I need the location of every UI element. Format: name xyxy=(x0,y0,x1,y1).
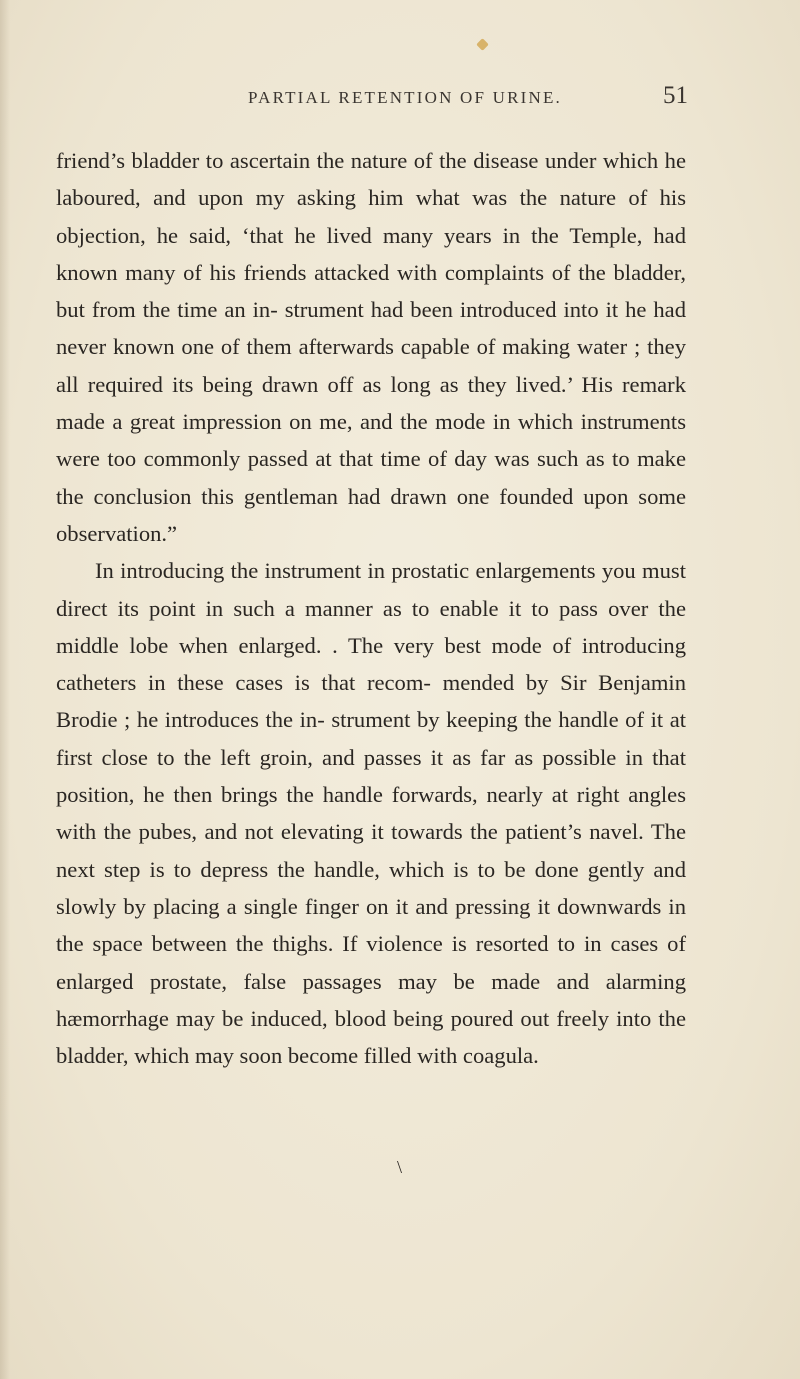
page-edge-shadow xyxy=(0,0,10,1379)
printer-ornament xyxy=(476,38,489,51)
running-title: PARTIAL RETENTION OF URINE. xyxy=(248,88,563,107)
body-text xyxy=(56,142,686,1074)
paragraph: friend’s bladder to ascertain the nature of the disease under which he laboured, and upon my asking him what was the nature of his objection, he said, ‘that he lived many years in the Temple, had known many of his friends attacked with complaints of the bladder, but from the time an in- strument had been introduced into it he had never known one of them afterwards capable of making water ; they all required its being drawn off as long as they lived.’ His remark made a great impression on me, and the mode in which instruments were too commonly passed at that time of day was such as to make the conclusion this gentleman had drawn one founded upon some observation.” xyxy=(56,148,686,546)
page-header xyxy=(248,82,688,116)
page-number: 51 xyxy=(663,82,688,109)
paragraph: In introducing the instrument in prostatic enlargements you must direct its point in such a manner as to enable it to pass over the middle lobe when enlarged. . The very best mode of introducing catheters in these cases is that recom- mended by Sir Benjamin Brodie ; he introduces the in- strument by keeping the handle of it at first close to the left groin, and passes it as far as possible in that position, he then brings the handle forwards, nearly at right angles with the pubes, and not elevating it towards the patient’s navel. The next step is to depress the handle, which is to be done gently and slowly by placing a single finger on it and pressing it downwards in the space between the thighs. If violence is resorted to in cases of enlarged prostate, false passages may be made and alarming hæmorrhage may be induced, blood being poured out freely into the bladder, which may soon become filled with coagula. xyxy=(56,558,686,1069)
stray-ink-mark: \ xyxy=(397,1157,403,1177)
